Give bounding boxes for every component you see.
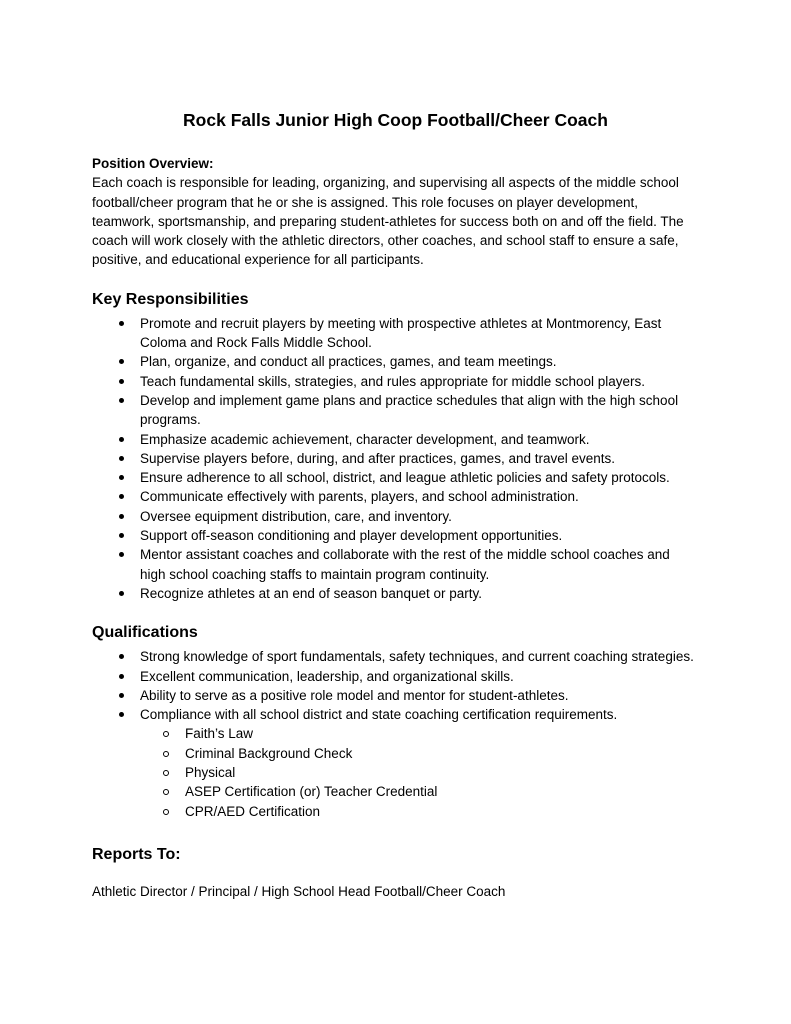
list-item: Develop and implement game plans and practice schedules that align with the high school programs. [92, 391, 699, 430]
list-item: Ensure adherence to all school, district, and league athletic policies and safety protocols. [92, 468, 699, 487]
list-item: Compliance with all school district and state coaching certification requirements. [92, 705, 699, 724]
qualifications-heading: Qualifications [92, 624, 198, 642]
qualifications-list [92, 647, 699, 724]
list-item: Mentor assistant coaches and collaborate with the rest of the middle school coaches and high school coaching staffs to maintain program continuity. [92, 545, 699, 584]
list-item: Promote and recruit players by meeting with prospective athletes at Montmorency, East Coloma and Rock Falls Middle School. [92, 314, 699, 353]
list-item: Oversee equipment distribution, care, and inventory. [92, 507, 699, 526]
reports-to-line: Athletic Director / Principal / High School Head Football/Cheer Coach [92, 883, 506, 899]
list-item: Support off-season conditioning and player development opportunities. [92, 526, 699, 545]
list-item: Plan, organize, and conduct all practices, games, and team meetings. [92, 352, 699, 371]
list-item: Excellent communication, leadership, and organizational skills. [92, 667, 699, 686]
list-item: Emphasize academic achievement, character development, and teamwork. [92, 430, 699, 449]
sub-list-item: Criminal Background Check [92, 744, 699, 763]
responsibilities-heading: Key Responsibilities [92, 290, 249, 308]
overview-paragraph: Each coach is responsible for leading, organizing, and supervising all aspects of the middle school football/cheer program that he or she is assigned. This role focuses on player development, teamwork, sportsmanship, and preparing student-athletes for success both on and off the field. The coach will work closely with the athletic directors, other coaches, and school staff to ensure a safe, positive, and educational experience for all participants. [92, 175, 684, 268]
list-item: Strong knowledge of sport fundamentals, safety techniques, and current coaching strategies. [92, 647, 699, 666]
overview-heading: Position Overview: [92, 156, 214, 171]
list-item: Supervise players before, during, and after practices, games, and travel events. [92, 449, 699, 468]
list-item: Teach fundamental skills, strategies, and rules appropriate for middle school players. [92, 372, 699, 391]
sub-list-item: ASEP Certification (or) Teacher Credential [92, 782, 699, 801]
sub-list-item: Physical [92, 763, 699, 782]
list-item: Ability to serve as a positive role model and mentor for student-athletes. [92, 686, 699, 705]
document-title: Rock Falls Junior High Coop Football/Cheer Coach [183, 110, 608, 130]
sub-list-item: CPR/AED Certification [92, 802, 699, 821]
list-item: Recognize athletes at an end of season banquet or party. [92, 584, 699, 603]
sub-list-item: Faith’s Law [92, 724, 699, 743]
reports-to-heading: Reports To: [92, 845, 181, 863]
responsibilities-list [92, 314, 699, 603]
list-item: Communicate effectively with parents, players, and school administration. [92, 487, 699, 506]
qualifications-sub-list [92, 724, 699, 820]
